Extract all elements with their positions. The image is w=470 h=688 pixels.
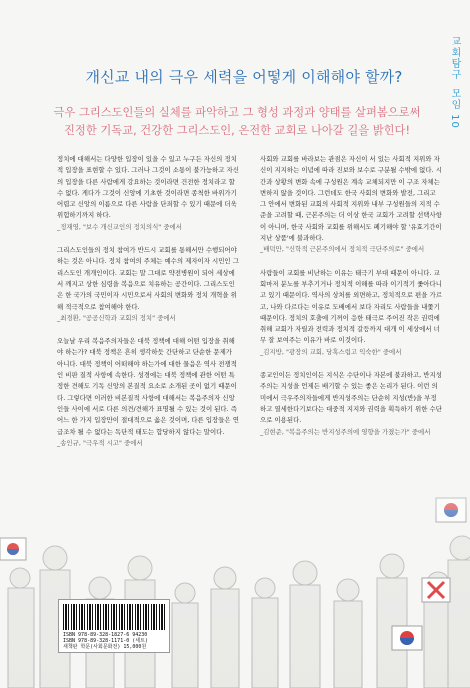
right-column — [260, 154, 442, 450]
series-number: 모임 10 — [449, 88, 460, 130]
quote-text: 정치에 대해서는 다양한 입장이 있을 수 있고 누구든 자신의 정치적 입장을 표현할 수 있다. 그러나 그것이 소통이 불가능하고 자신의 입장을 다른 사람에게 강요하는 것이라면 건전한 정치라고 할 수 없다. 게다가 그것이 신앙에 기초한 것이라면 종척한 바위가기 어렵고 신앙의 이름으로 다른 사람을 단죄할 수 있기 때문에 더욱 위험하기까지 하다. — [57, 155, 239, 220]
quote-source: _배덕만, "신학적 근본주의에서 정치적 극단주의로" 중에서 — [260, 245, 425, 254]
quote-source: _정재영, "보수 개신교인의 정치의식" 중에서 — [57, 222, 182, 231]
isbn-line: ISBN 978-89-328-1827-6 94230 — [63, 632, 148, 638]
quote-text: 종교인이든 정치인이든 지식은 수단이나 자본에 불과하고, 반지성주의는 지성을 언제든 배기할 수 있는 좋은 논리가 된다. 이런 의미에서 극우주의자들에게 반지성주의는 단순히 지성(반)을 부정하고 열세한다기보다는 대중적 지지와 권력을 획득하기 위한 수단으로 이용된다. — [260, 371, 442, 425]
left-column — [57, 154, 239, 461]
quote-text: 사회와 교회를 바라보는 관점은 자신이 서 있는 사회적 지위와 자신이 지지하는 이념에 따라 진보와 보수로 구분될 수밖에 없다. 시간과 상황의 변화 속에 구성원은 계속 교체되지만 이 구조 자체는 변하지 않을 것이다. 그런데도 한국 사회의 변화와 발전, 그리고 그 안에서 변화된 교회의 사회적 지위와 내부 구성원들의 지적 수준을 고려할 때, 근본주의는 더 이상 한국 교회가 고려할 선택사항이 아니며, 한국 사회와 교회를 위해서도 폐기해야 할 '유효기간이 지난 상품'에 불과하다. — [260, 155, 442, 243]
subheadline: 극우 그리스도인들의 실체를 파악하고 그 형성 과정과 양태를 살펴봄으로써 진정한 기독교, 건강한 그리스도인, 온전한 교회로 나아갈 길을 밝힌다! — [53, 106, 421, 137]
barcode-bars — [63, 604, 165, 630]
quote-source: _송인규, "극우적 시고" 중에서 — [57, 438, 143, 447]
series-label — [447, 36, 462, 129]
isbn-line: ISBN 978-89-328-1171-0 (세트) — [63, 638, 148, 644]
quote-text: 사람들이 교회를 비난하는 이유는 태극기 부대 때문이 아니다. 교회마저 분노를 부추기거나 정치적 이해를 따라 이기적기 좇아다니고 있기 때문이다. 역사의 상처를 외면하고, 정치적으로 편을 가르고, 나와 다르다는 이유로 도배에서 보다 자리도 사람들을 내쫓기 때문이다. 정치의 호출에 기꺼이 응한 태극로 주어진 작은 권력에 취해 교회가 자릴과 전력과 정치적 갈등까지 대개 이 세상에서 너무 잘 보여주는 이유가 바로 이것이다. — [260, 268, 442, 345]
quote-text: 그리스도인들의 정치 참여가 반드시 교회를 통해서만 수행되어야 하는 것은 아니다. 정치 참여의 주체는 예수의 제자이자 시민인 그리스도인 개개인이다. 교회는 말 그대로 약전병원이 되어 세상에서 깨지고 상한 심령을 복음으로 치유하는 공간이다. 그리스도인은 한 국가의 국민이자 시민으로서 사회의 변화와 정치 개혁을 위해 적극적으로 참여해야 한다. — [57, 246, 239, 311]
quote-text: 오늘날 우리 복음주의자들은 대북 정책에 대해 어떤 입장을 취해야 하는가? 대북 정책은 흔히 생각하듯 간단하고 단순한 문제가 아니다. 대북 정책이 어떠해야 하는가에 대한 물음은 역사 전쟁적인 비판 질적 사항에 속한다. 성경에는 대북 정책에 관한 어떤 특정한 견해도 기독 신앙의 본질적 요소로 소개된 곳이 없기 때문이다. 그렇다면 이러한 비본질적 사항에 대해서는 복음주의자 신앙인들 사이에 서로 다른 의견/견해가 표명될 수 있는 것이 된다. 즉 어느 한 가지 입장만이 절대적으로 옳은 것이며, 다른 입장들은 연급조차 될 수 없다는 독단적 태도는 합당하지 않다는 말이다. — [57, 337, 239, 436]
isbn-barcode — [58, 599, 170, 653]
series-title: 교회탐구 — [449, 36, 460, 80]
headline: 개신교 내의 극우 세력을 어떻게 이해해야 할까? — [85, 68, 403, 86]
quote-source: _김현준, "복음주의는 반지성주의에 영향을 가졌는가" 중에서 — [260, 427, 431, 436]
price-line: 새책판 학문(사회문화전) 15,000원 — [63, 644, 147, 650]
quote-source: _최경환, "공공신학과 교회의 정치" 중에서 — [57, 313, 176, 322]
isbn-text — [63, 632, 148, 650]
quote-source: _김지방, "광장의 교회, 당혹스럽고 익숙한" 중에서 — [260, 347, 402, 356]
